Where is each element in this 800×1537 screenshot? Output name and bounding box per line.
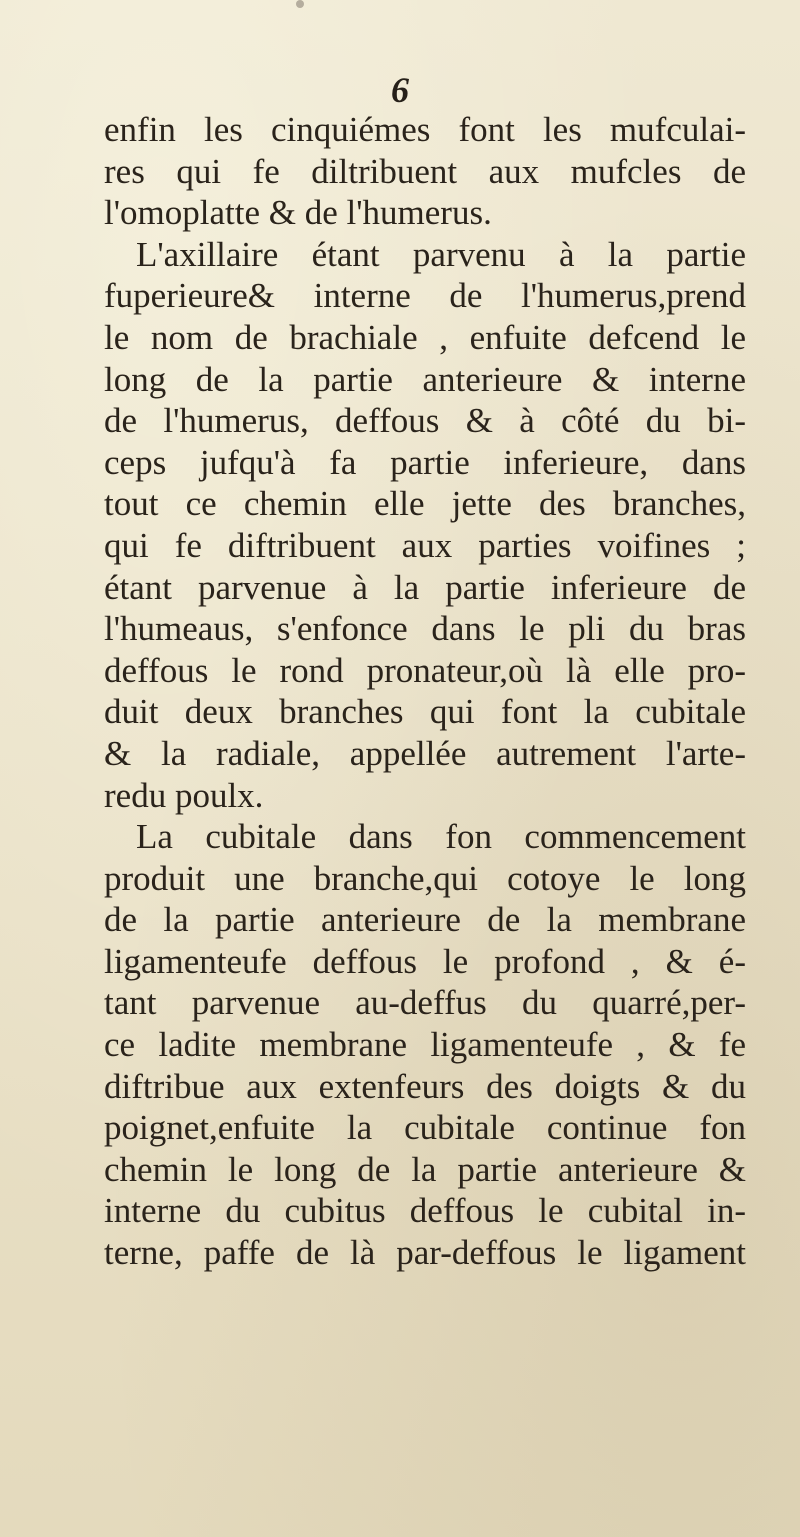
text-line: duit deux branches qui font la cubitale [104, 692, 746, 732]
text-line: fuperieure& interne de l'humerus,prend [104, 276, 746, 316]
text-line: L'axillaire étant parvenu à la partie [136, 234, 746, 274]
text-line: La cubitale dans fon commencement [136, 817, 746, 857]
text-line: produit une branche,qui cotoye le long [104, 858, 746, 898]
text-line: ligamenteufe deffous le profond , & é- [104, 941, 746, 981]
text-line: ceps jufqu'à fa partie inferieure, dans [104, 442, 746, 482]
text-line: long de la partie anterieure & interne [104, 359, 746, 399]
text-line: tout ce chemin elle jette des branches, [104, 484, 746, 524]
text-line: poignet,enfuite la cubitale continue fon [104, 1108, 746, 1148]
text-line: chemin le long de la partie anterieure & [104, 1149, 746, 1189]
page-number: 6 [391, 70, 409, 110]
text-line: le nom de brachiale , enfuite defcend le [104, 317, 746, 357]
text-line: interne du cubitus deffous le cubital in- [104, 1191, 746, 1231]
text-line: terne, paffe de là par-deffous le ligament [104, 1233, 746, 1273]
text-line: enfin les cinquiémes font les mufculai- [104, 110, 746, 149]
text-line: diftribue aux extenfeurs des doigts & du [104, 1066, 746, 1106]
text-line: de la partie anterieure de la membrane [104, 900, 746, 940]
text-line: qui fe diftribuent aux parties voifines ; [104, 525, 746, 565]
ink-speck [296, 0, 304, 8]
text-line: deffous le rond pronateur,où là elle pro- [104, 650, 746, 690]
text-line: res qui fe diltribuent aux mufcles de [104, 151, 746, 191]
text-line: l'omoplatte & de l'humerus. [104, 193, 492, 233]
text-line: tant parvenue au-deffus du quarré,per- [104, 983, 746, 1023]
text-line: étant parvenue à la partie inferieure de [104, 567, 746, 607]
text-line: redu poulx. [104, 775, 264, 815]
body-text [104, 109, 746, 1274]
text-line: & la radiale, appellée autrement l'arte- [104, 733, 746, 773]
text-line: de l'humerus, deffous & à côté du bi- [104, 401, 746, 441]
text-line: ce ladite membrane ligamenteufe , & fe [104, 1025, 746, 1065]
text-line: l'humeaus, s'enfonce dans le pli du bras [104, 609, 746, 649]
